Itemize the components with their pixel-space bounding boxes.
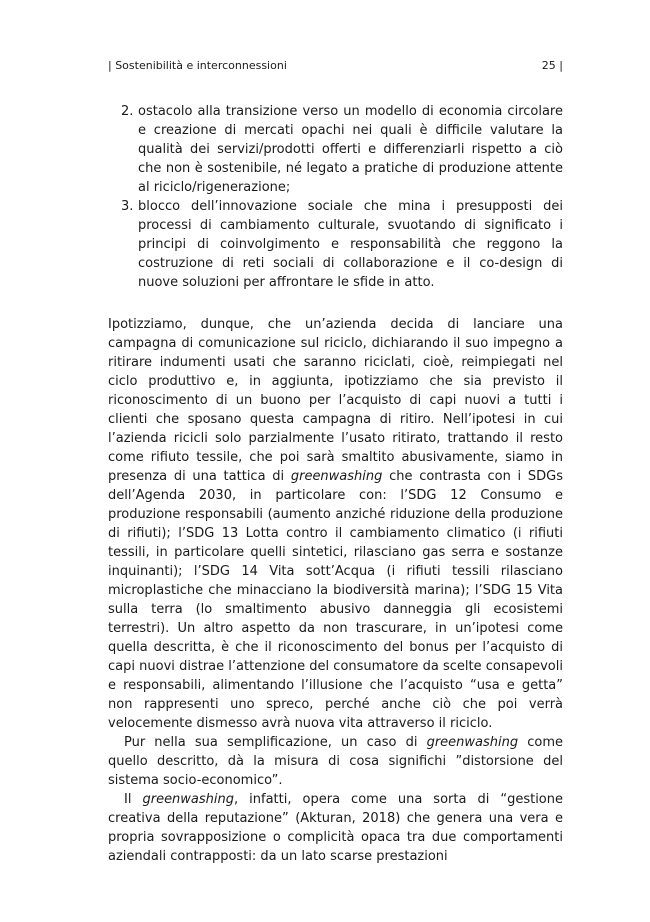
paragraph-text: , infatti, opera come una sorta di “gestione creativa della reputazione” (Akturan, 2018) che genera una vera e propria sovrapposizione o complicità opaca tra due comportamenti aziendali contrapposti: da un lato scarse prestazioni bbox=[108, 792, 563, 864]
list-item-text: ostacolo alla transizione verso un modello di economia circolare e creazione di mercati opachi nei quali è difficile valutare la qualità dei servizi/prodotti offerti e differenziarli rispetto a ciò che non è sostenibile, né legato a pratiche di produzione attente al riciclo/rigenerazione; bbox=[138, 104, 563, 195]
body-text bbox=[108, 315, 563, 866]
paragraph bbox=[108, 733, 563, 790]
list-item-number: 2. bbox=[121, 104, 134, 119]
italic-term: greenwashing bbox=[142, 792, 235, 807]
numbered-list bbox=[108, 102, 563, 292]
paragraph-text: che contrasta con i SDGs dell’Agenda 2030, in particolare con: l’SDG 12 Consumo e produzione responsabili (aumento anziché riduzione della produzione di rifiuti); l’SDG 13 Lotta contro il cambiamento climatico (i rifiuti tessili, in particolare quelli sintetici, rilasciano gas serra e sostanze inquinanti); l’SDG 14 Vita sott’Acqua (i rifiuti tessili rilasciano microplastiche che minacciano la biodiversità marina); l’SDG 15 Vita sulla terra (lo smaltimento abusivo danneggia gli ecosistemi terrestri). Un altro aspetto da non trascurare, in un’ipotesi come quella descritta, è che il riconoscimento del bonus per l’acquisto di capi nuovi distrae l’attenzione del consumatore da scelte consapevoli e responsabili, alimentando l’illusione che l’acquisto “usa e getta” non rappresenti uno spreco, perché anche ciò che poi verrà velocemente dismesso avrà nuova vita attraverso il riciclo. bbox=[108, 469, 563, 731]
list-item bbox=[108, 102, 563, 197]
paragraph-text: Pur nella sua semplificazione, un caso di bbox=[124, 735, 427, 750]
page-number: 25 | bbox=[541, 59, 563, 72]
running-header-title: | Sostenibilità e interconnessioni bbox=[108, 59, 287, 72]
paragraph-text: come quello descritto, dà la misura di cosa significhi ”distorsione del sistema socio-economico”. bbox=[108, 735, 563, 788]
paragraph-text: Ipotizziamo, dunque, che un’azienda decida di lanciare una campagna di comunicazione sul riciclo, dichiarando il suo impegno a ritirare indumenti usati che saranno riciclati, cioè, reimpiegati nel ciclo produttivo e, in aggiunta, ipotizziamo che sia previsto il riconoscimento di un buono per l’acquisto di capi nuovi a tutti i clienti che sposano questa campagna di ritiro. Nell’ipotesi in cui l’azienda ricicli solo parzialmente l’usato ritirato, trattando il resto come rifiuto tessile, che poi sarà smaltito abusivamente, siamo in presenza di una tattica di bbox=[108, 317, 563, 484]
paragraph bbox=[108, 315, 563, 733]
italic-term: greenwashing bbox=[290, 469, 383, 484]
list-item-text: blocco dell’innovazione sociale che mina i presupposti dei processi di cambiamento culturale, svuotando di significato i principi di coinvolgimento e responsabilità che reggono la costruzione di reti sociali di collaborazione e il co-design di nuove soluzioni per affrontare le sfide in atto. bbox=[138, 199, 563, 290]
italic-term: greenwashing bbox=[426, 735, 519, 750]
list-item-number: 3. bbox=[121, 199, 134, 214]
paragraph bbox=[108, 790, 563, 866]
running-header bbox=[108, 58, 563, 74]
list-item bbox=[108, 197, 563, 292]
paragraph-text: Il bbox=[124, 792, 143, 807]
